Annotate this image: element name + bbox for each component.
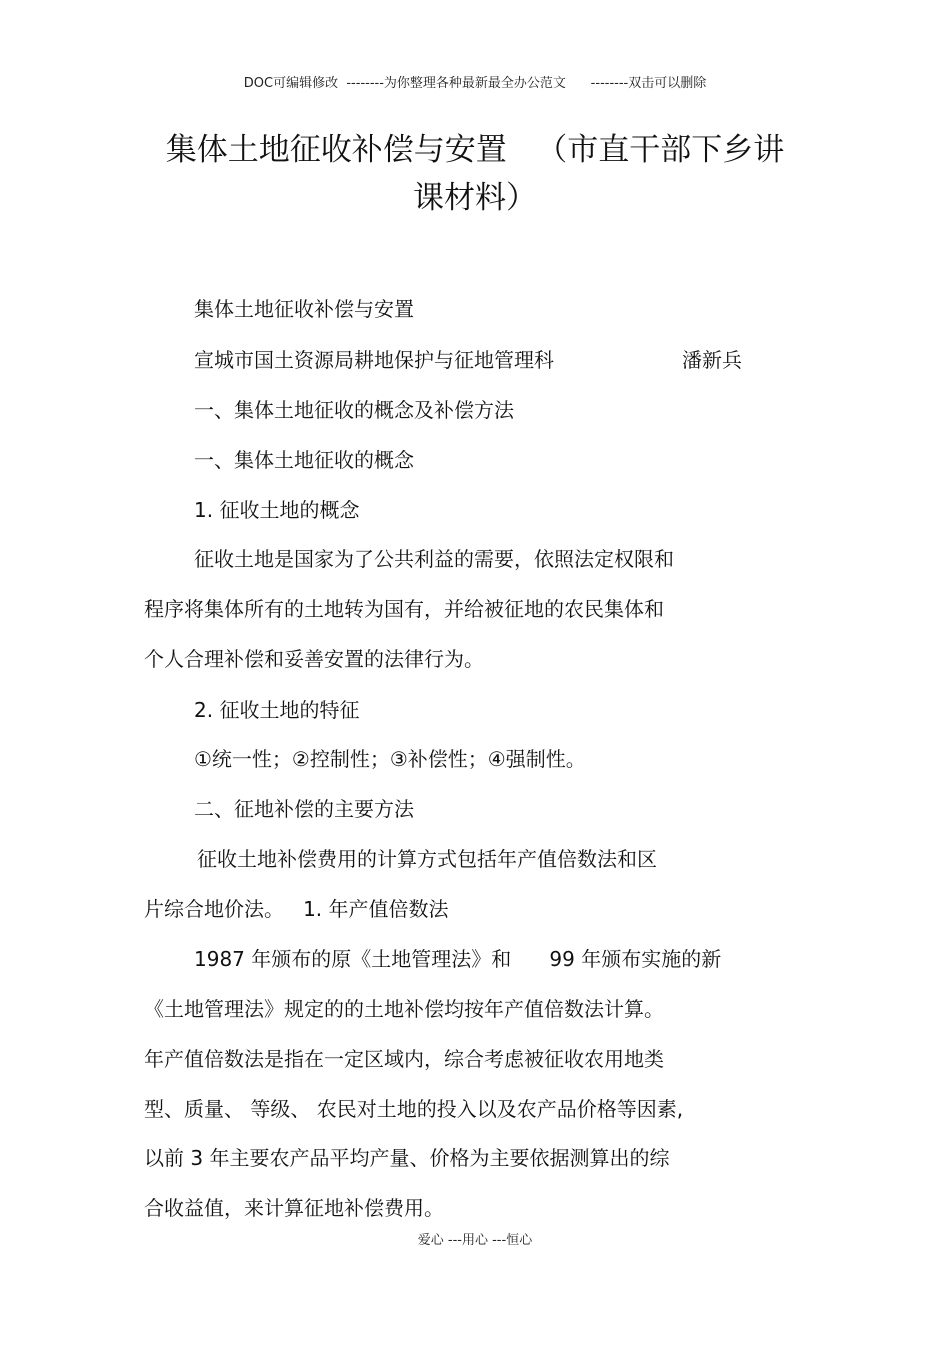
paragraph-3-line-5: 以前 3 年主要农产品平均产量、价格为主要依据测算出的综: [144, 1146, 670, 1170]
item-2-heading: 2. 征收土地的特征: [194, 698, 360, 722]
paragraph-1-line-1: 征收土地是国家为了公共利益的需要，依照法定权限和: [194, 547, 674, 571]
page-footer: 爱心 ---用心 ---恒心: [417, 1233, 533, 1248]
section-2-heading: 二、征地补偿的主要方法: [194, 797, 414, 821]
author-unit: 宣城市国土资源局耕地保护与征地管理科: [194, 348, 554, 372]
paragraph-3-line-4: 型、质量、 等级、 农民对土地的投入以及农产品价格等因素,: [144, 1097, 684, 1121]
paragraph-3-line-6: 合收益值，来计算征地补偿费用。: [144, 1196, 444, 1220]
paragraph-2-line-1: 征收土地补偿费用的计算方式包括年产值倍数法和区: [197, 847, 657, 871]
subtitle: 集体土地征收补偿与安置: [194, 297, 414, 321]
paragraph-2-line-2: 片综合地价法。 1. 年产值倍数法: [144, 897, 449, 921]
section-1-heading: 一、集体土地征收的概念及补偿方法: [194, 398, 514, 422]
author-name: 潘新兵: [682, 348, 742, 372]
paragraph-3-line-2: 《土地管理法》规定的的土地补偿均按年产值倍数法计算。: [144, 997, 664, 1021]
section-1-subheading: 一、集体土地征收的概念: [194, 448, 414, 472]
document-title-line-1: 集体土地征收补偿与安置 （市直干部下乡讲: [165, 132, 785, 168]
document-title-line-2: 课材料）: [413, 180, 537, 216]
item-1-heading: 1. 征收土地的概念: [194, 498, 360, 522]
paragraph-1-line-2: 程序将集体所有的土地转为国有，并给被征地的农民集体和: [144, 597, 664, 621]
paragraph-3-line-3: 年产值倍数法是指在一定区域内，综合考虑被征收农用地类: [144, 1047, 664, 1071]
paragraph-1-line-3: 个人合理补偿和妥善安置的法律行为。: [144, 647, 484, 671]
features-list: ①统一性；②控制性；③补偿性；④强制性。: [194, 747, 586, 771]
page-header-banner: DOC可编辑修改 --------为你整理各种最新最全办公范文 --------双击可以删除: [243, 76, 707, 91]
paragraph-3-line-1: 1987 年颁布的原《土地管理法》和 99 年颁布实施的新: [194, 947, 722, 971]
